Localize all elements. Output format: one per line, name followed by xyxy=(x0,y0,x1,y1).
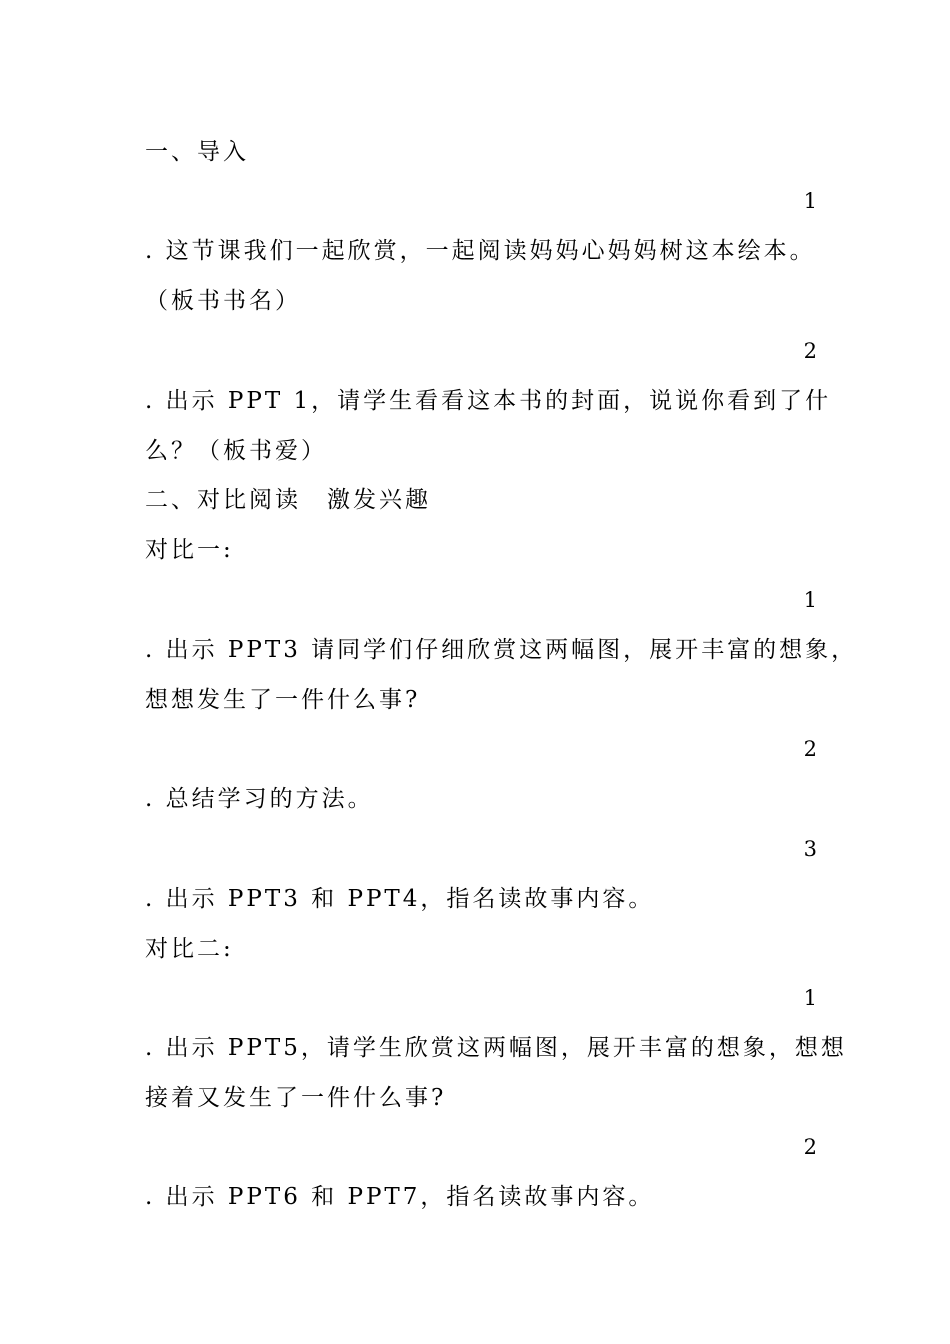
item-number: 3 xyxy=(803,837,817,861)
item-number: 2 xyxy=(803,1135,817,1159)
section-heading-compare-reading: 二、对比阅读 激发兴趣 xyxy=(145,487,431,513)
paragraph-line: 想想发生了一件什么事? xyxy=(145,687,421,713)
paragraph-line: . 出示 PPT 1，请学生看看这本书的封面，说说你看到了什 xyxy=(145,388,832,414)
item-number: 1 xyxy=(803,588,817,612)
paragraph-line: . 出示 PPT6 和 PPT7，指名读故事内容。 xyxy=(145,1184,655,1210)
paragraph-line: . 这节课我们一起欣赏，一起阅读妈妈心妈妈树这本绘本。 xyxy=(145,238,816,264)
item-number: 1 xyxy=(803,986,817,1010)
paragraph-line: （板书书名） xyxy=(145,288,301,314)
item-number: 2 xyxy=(803,339,817,363)
subheading-compare-two: 对比二: xyxy=(145,936,234,962)
subheading-compare-one: 对比一: xyxy=(145,537,234,563)
section-heading-intro: 一、导入 xyxy=(145,139,249,165)
paragraph-line: . 出示 PPT5，请学生欣赏这两幅图，展开丰富的想象，想想 xyxy=(145,1035,847,1061)
item-number: 1 xyxy=(803,189,817,213)
paragraph-line: . 出示 PPT3 和 PPT4，指名读故事内容。 xyxy=(145,886,655,912)
paragraph-line: . 总结学习的方法。 xyxy=(145,786,374,812)
paragraph-line: 么？（板书爱） xyxy=(145,438,327,464)
paragraph-line: . 出示 PPT3 请同学们仔细欣赏这两幅图，展开丰富的想象， xyxy=(145,637,858,663)
paragraph-line: 接着又发生了一件什么事? xyxy=(145,1085,447,1111)
item-number: 2 xyxy=(803,737,817,761)
